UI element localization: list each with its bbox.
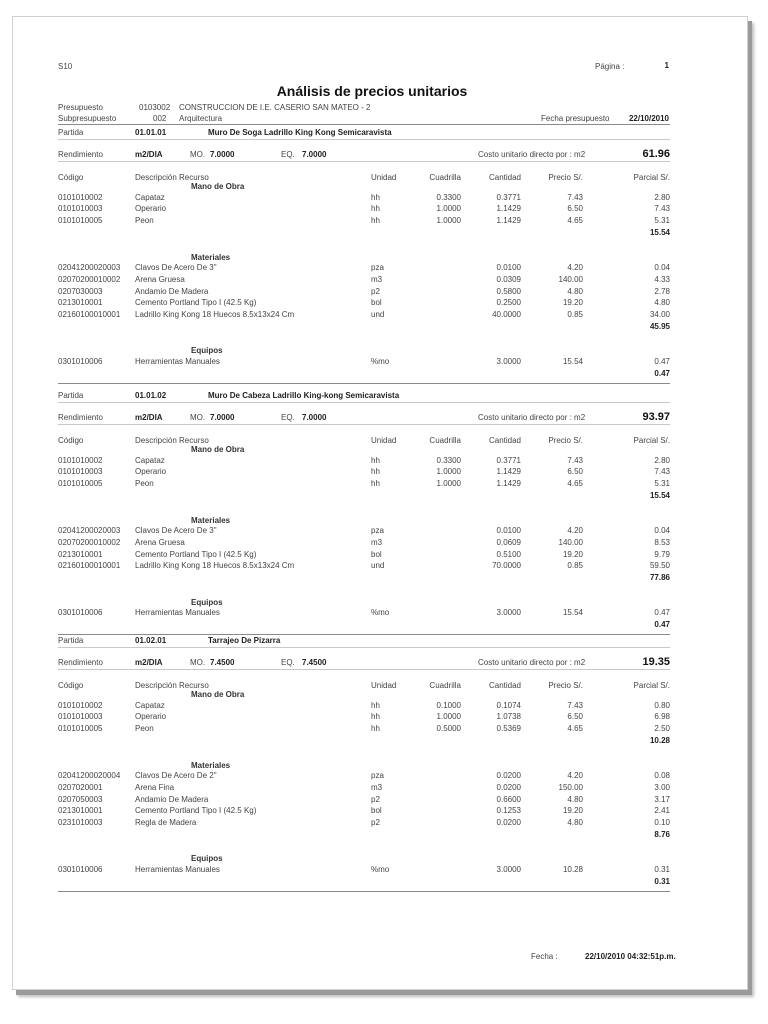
row-descripcion: Operario — [135, 712, 167, 722]
mo-value: 7.4500 — [210, 658, 235, 667]
row-parcial: 8.53 — [654, 537, 670, 547]
rendimiento-divider — [58, 161, 670, 162]
row-cantidad: 0.0200 — [496, 771, 521, 781]
col-header-precio: Precio S/. — [548, 681, 583, 690]
col-header-descripcion: Descripción Recurso — [135, 173, 209, 182]
group-total-materiales: 77.86 — [649, 573, 670, 582]
mo-value: 7.0000 — [210, 413, 235, 422]
costo-value: 93.97 — [642, 411, 670, 423]
partida-name: Muro De Cabeza Ladrillo King-kong Semicaravista — [208, 391, 400, 400]
row-cantidad: 0.2500 — [496, 298, 521, 308]
row-parcial: 0.47 — [654, 608, 670, 618]
row-unidad: bol — [371, 549, 382, 559]
row-descripcion: Clavos De Acero De 3" — [135, 526, 217, 536]
row-unidad: hh — [371, 216, 380, 226]
row-parcial: 59.50 — [649, 561, 670, 571]
row-descripcion: Cemento Portland Tipo I (42.5 Kg) — [135, 298, 257, 308]
row-cuadrilla: 0.5000 — [436, 724, 461, 734]
row-precio: 6.50 — [567, 204, 583, 214]
row-precio: 4.20 — [567, 263, 583, 273]
col-header-unidad: Unidad — [371, 436, 397, 445]
row-descripcion: Operario — [135, 204, 167, 214]
row-precio: 4.80 — [567, 794, 583, 804]
row-codigo: 0301010006 — [58, 865, 103, 875]
rendimiento-divider — [58, 424, 670, 425]
row-codigo: 02070200010002 — [58, 537, 121, 547]
row-unidad: hh — [371, 455, 380, 465]
col-header-codigo: Código — [58, 436, 84, 445]
row-codigo: 0101010002 — [58, 455, 103, 465]
header-divider — [58, 124, 670, 125]
row-precio: 0.85 — [567, 561, 583, 571]
row-parcial: 0.10 — [654, 818, 670, 827]
group-total-equipos: 0.47 — [654, 620, 670, 630]
row-unidad: p2 — [371, 286, 380, 296]
row-cantidad: 70.0000 — [492, 561, 521, 571]
row-parcial: 2.41 — [654, 806, 670, 816]
report-page — [12, 16, 748, 990]
row-cantidad: 1.1429 — [496, 467, 521, 477]
row-codigo: 0213010001 — [58, 298, 103, 308]
row-unidad: hh — [371, 712, 380, 722]
row-unidad: hh — [371, 724, 380, 734]
row-unidad: hh — [371, 204, 380, 214]
partida-name: Muro De Soga Ladrillo King Kong Semicaravista — [208, 128, 392, 137]
partida-divider — [58, 402, 670, 403]
row-precio: 4.65 — [567, 216, 583, 226]
row-precio: 4.80 — [567, 286, 583, 296]
fecha-presupuesto-label: Fecha presupuesto — [541, 114, 610, 123]
row-parcial: 0.47 — [654, 357, 670, 367]
row-precio: 7.43 — [567, 455, 583, 465]
row-cantidad: 1.1429 — [496, 216, 521, 226]
row-precio: 4.20 — [567, 526, 583, 536]
eq-label: EQ. — [281, 150, 295, 159]
row-cantidad: 1.1429 — [496, 479, 521, 489]
row-unidad: pza — [371, 526, 384, 536]
row-unidad: bol — [371, 298, 382, 308]
group-title-materiales: Materiales — [191, 515, 231, 525]
costo-value: 61.96 — [642, 148, 670, 160]
row-descripcion: Herramientas Manuales — [135, 608, 220, 618]
partida-name: Tarrajeo De Pizarra — [208, 636, 281, 645]
row-parcial: 6.98 — [654, 712, 670, 722]
fecha-presupuesto: 22/10/2010 — [628, 114, 669, 123]
row-cantidad: 0.0309 — [496, 274, 521, 284]
group-title-mano_obra: Mano de Obra — [191, 445, 245, 454]
row-descripcion: Ladrillo King Kong 18 Huecos 8.5x13x24 Cm — [135, 561, 295, 571]
row-parcial: 5.31 — [654, 479, 670, 489]
row-codigo: 0101010002 — [58, 700, 103, 710]
row-cuadrilla: 1.0000 — [436, 467, 461, 477]
partida-end-divider — [58, 383, 670, 384]
row-cuadrilla: 0.1000 — [436, 700, 461, 710]
page-number: 1 — [664, 61, 669, 70]
row-unidad: hh — [371, 467, 380, 477]
row-parcial: 7.43 — [654, 204, 670, 214]
row-parcial: 9.79 — [654, 549, 670, 559]
page-label: Página : — [595, 62, 625, 71]
row-parcial: 2.80 — [654, 192, 670, 202]
row-precio: 7.43 — [567, 192, 583, 202]
group-total-equipos: 0.31 — [654, 876, 670, 886]
row-descripcion: Ladrillo King Kong 18 Huecos 8.5x13x24 Cm — [135, 310, 295, 319]
eq-value: 7.0000 — [302, 413, 327, 422]
row-cantidad: 0.1253 — [496, 806, 521, 816]
row-descripcion: Peon — [135, 216, 154, 226]
group-title-materiales: Materiales — [191, 760, 231, 770]
row-codigo: 0301010006 — [58, 608, 103, 618]
row-cantidad: 0.5100 — [496, 549, 521, 559]
group-title-equipos: Equipos — [191, 597, 223, 607]
rendimiento-label: Rendimiento — [58, 150, 103, 159]
row-precio: 140.00 — [558, 274, 583, 284]
partida-divider — [58, 647, 670, 648]
rendimiento-unit: m2/DIA — [135, 413, 163, 422]
footer-fecha: 22/10/2010 04:32:51p.m. — [585, 952, 676, 961]
row-codigo: 02041200020003 — [58, 526, 121, 536]
row-unidad: %mo — [371, 865, 390, 875]
row-codigo: 0101010002 — [58, 192, 103, 202]
row-cantidad: 0.1074 — [496, 700, 521, 710]
row-cuadrilla: 1.0000 — [436, 712, 461, 722]
row-codigo: 02160100010001 — [58, 310, 121, 319]
row-unidad: hh — [371, 700, 380, 710]
row-precio: 10.28 — [562, 865, 583, 875]
group-title-materiales: Materiales — [191, 252, 231, 262]
presupuesto-code: 0103002 — [139, 103, 171, 112]
row-codigo: 0231010003 — [58, 818, 103, 827]
partida-label: Partida — [58, 128, 84, 137]
rendimiento-label: Rendimiento — [58, 658, 103, 667]
row-unidad: pza — [371, 263, 384, 273]
row-codigo: 0213010001 — [58, 549, 103, 559]
eq-label: EQ. — [281, 413, 295, 422]
rendimiento-divider — [58, 669, 670, 670]
row-descripcion: Clavos De Acero De 3" — [135, 263, 217, 273]
row-unidad: hh — [371, 479, 380, 489]
row-codigo: 0213010001 — [58, 806, 103, 816]
group-title-mano_obra: Mano de Obra — [191, 690, 245, 699]
row-precio: 150.00 — [558, 782, 583, 792]
row-precio: 19.20 — [562, 806, 583, 816]
row-cuadrilla: 1.0000 — [436, 216, 461, 226]
row-precio: 4.20 — [567, 771, 583, 781]
row-precio: 6.50 — [567, 467, 583, 477]
col-header-cantidad: Cantidad — [488, 681, 521, 690]
col-header-cantidad: Cantidad — [488, 436, 521, 445]
costo-value: 19.35 — [642, 656, 670, 668]
report-code: S10 — [58, 62, 73, 71]
costo-label: Costo unitario directo por : m2 — [478, 413, 586, 422]
partida-code: 01.01.02 — [135, 391, 167, 400]
partida-end-divider — [58, 891, 670, 892]
subpresupuesto-name: Arquitectura — [179, 114, 223, 123]
row-unidad: pza — [371, 771, 384, 781]
presupuesto-name: CONSTRUCCION DE I.E. CASERIO SAN MATEO - 2 — [179, 103, 371, 112]
row-cantidad: 0.6600 — [496, 794, 521, 804]
row-cantidad: 1.0738 — [496, 712, 521, 722]
row-cantidad: 0.5369 — [496, 724, 521, 734]
row-precio: 6.50 — [567, 712, 583, 722]
row-descripcion: Arena Gruesa — [135, 537, 185, 547]
row-codigo: 0101010003 — [58, 467, 103, 477]
row-unidad: %mo — [371, 357, 390, 367]
row-unidad: m3 — [371, 537, 383, 547]
group-total-materiales: 8.76 — [654, 829, 670, 839]
row-descripcion: Regla de Madera — [135, 818, 197, 827]
row-parcial: 7.43 — [654, 467, 670, 477]
row-codigo: 02070200010002 — [58, 274, 121, 284]
col-header-codigo: Código — [58, 173, 84, 182]
row-codigo: 0101010005 — [58, 724, 103, 734]
partida-divider — [58, 139, 670, 140]
group-total-materiales: 45.95 — [649, 321, 670, 331]
group-total-equipos: 0.47 — [654, 368, 670, 378]
row-cantidad: 0.0100 — [496, 263, 521, 273]
row-parcial: 0.04 — [654, 526, 670, 536]
eq-value: 7.0000 — [302, 150, 327, 159]
subpresupuesto-code: 002 — [153, 114, 167, 123]
row-codigo: 0301010006 — [58, 357, 103, 367]
col-header-parcial: Parcial S/. — [633, 681, 670, 690]
partida-code: 01.02.01 — [135, 636, 167, 645]
costo-label: Costo unitario directo por : m2 — [478, 150, 586, 159]
row-cantidad: 0.0200 — [496, 818, 521, 827]
row-descripcion: Capataz — [135, 700, 165, 710]
rendimiento-label: Rendimiento — [58, 413, 103, 422]
page-title: Análisis de precios unitarios — [276, 83, 468, 99]
row-precio: 15.54 — [562, 357, 583, 367]
row-descripcion: Peon — [135, 724, 154, 734]
row-codigo: 0207030003 — [58, 286, 103, 296]
row-unidad: und — [371, 561, 385, 571]
row-parcial: 2.80 — [654, 455, 670, 465]
row-precio: 140.00 — [558, 537, 583, 547]
row-unidad: p2 — [371, 818, 380, 827]
row-descripcion: Capataz — [135, 455, 165, 465]
row-cantidad: 3.0000 — [496, 608, 521, 618]
rendimiento-unit: m2/DIA — [135, 150, 163, 159]
col-header-precio: Precio S/. — [548, 173, 583, 182]
row-parcial: 0.31 — [654, 865, 670, 875]
col-header-descripcion: Descripción Recurso — [135, 436, 209, 445]
row-descripcion: Arena Gruesa — [135, 274, 185, 284]
row-parcial: 4.33 — [654, 274, 670, 284]
row-descripcion: Andamio De Madera — [135, 286, 209, 296]
row-unidad: und — [371, 310, 385, 319]
row-parcial: 0.80 — [654, 700, 670, 710]
row-precio: 4.65 — [567, 724, 583, 734]
partida-label: Partida — [58, 636, 84, 645]
row-codigo: 02041200020004 — [58, 771, 121, 781]
row-precio: 7.43 — [567, 700, 583, 710]
row-cuadrilla: 1.0000 — [436, 479, 461, 489]
col-header-descripcion: Descripción Recurso — [135, 681, 209, 690]
row-cantidad: 0.0100 — [496, 526, 521, 536]
row-cantidad: 0.3771 — [496, 192, 521, 202]
row-parcial: 5.31 — [654, 216, 670, 226]
partida-end-divider — [58, 634, 670, 635]
row-descripcion: Andamio De Madera — [135, 794, 209, 804]
row-cuadrilla: 0.3300 — [436, 455, 461, 465]
col-header-cantidad: Cantidad — [488, 173, 521, 182]
row-cantidad: 0.0609 — [496, 537, 521, 547]
row-codigo: 0101010005 — [58, 479, 103, 489]
row-unidad: m3 — [371, 274, 383, 284]
mo-label: MO. — [190, 413, 206, 422]
row-codigo: 0101010005 — [58, 216, 103, 226]
subpresupuesto-label: Subpresupuesto — [58, 114, 117, 123]
row-unidad: p2 — [371, 794, 380, 804]
row-descripcion: Clavos De Acero De 2" — [135, 771, 217, 781]
group-total-mano_obra: 10.28 — [649, 735, 670, 745]
row-descripcion: Arena Fina — [135, 782, 175, 792]
col-header-cuadrilla: Cuadrilla — [429, 681, 461, 690]
row-cantidad: 0.3771 — [496, 455, 521, 465]
group-title-equipos: Equipos — [191, 854, 223, 864]
row-cantidad: 3.0000 — [496, 865, 521, 875]
row-unidad: %mo — [371, 608, 390, 618]
group-title-equipos: Equipos — [191, 346, 223, 356]
row-precio: 15.54 — [562, 608, 583, 618]
group-total-mano_obra: 15.54 — [649, 490, 670, 500]
row-codigo: 02160100010001 — [58, 561, 121, 571]
row-cantidad: 1.1429 — [496, 204, 521, 214]
row-codigo: 02041200020003 — [58, 263, 121, 273]
presupuesto-label: Presupuesto — [58, 103, 103, 112]
row-descripcion: Capataz — [135, 192, 165, 202]
row-precio: 19.20 — [562, 549, 583, 559]
col-header-precio: Precio S/. — [548, 436, 583, 445]
eq-value: 7.4500 — [302, 658, 327, 667]
row-precio: 4.80 — [567, 818, 583, 827]
row-unidad: m3 — [371, 782, 383, 792]
col-header-unidad: Unidad — [371, 681, 397, 690]
eq-label: EQ. — [281, 658, 295, 667]
row-descripcion: Operario — [135, 467, 167, 477]
row-parcial: 0.04 — [654, 263, 670, 273]
row-descripcion: Peon — [135, 479, 154, 489]
col-header-cuadrilla: Cuadrilla — [429, 173, 461, 182]
row-codigo: 0207050003 — [58, 794, 103, 804]
row-descripcion: Cemento Portland Tipo I (42.5 Kg) — [135, 806, 257, 816]
row-codigo: 0207020001 — [58, 782, 103, 792]
row-parcial: 34.00 — [649, 310, 670, 319]
row-unidad: bol — [371, 806, 382, 816]
row-precio: 19.20 — [562, 298, 583, 308]
footer-fecha-label: Fecha : — [531, 952, 558, 961]
partida-code: 01.01.01 — [135, 128, 167, 137]
row-cuadrilla: 1.0000 — [436, 204, 461, 214]
col-header-parcial: Parcial S/. — [633, 173, 670, 182]
row-parcial: 0.08 — [654, 771, 670, 781]
row-parcial: 4.80 — [654, 298, 670, 308]
row-parcial: 2.78 — [654, 286, 670, 296]
group-total-mano_obra: 15.54 — [649, 227, 670, 237]
partida-label: Partida — [58, 391, 84, 400]
col-header-parcial: Parcial S/. — [633, 436, 670, 445]
mo-label: MO. — [190, 150, 206, 159]
row-parcial: 3.17 — [654, 794, 670, 804]
group-title-mano_obra: Mano de Obra — [191, 182, 245, 191]
row-codigo: 0101010003 — [58, 712, 103, 722]
col-header-codigo: Código — [58, 681, 84, 690]
row-descripcion: Herramientas Manuales — [135, 865, 220, 875]
mo-value: 7.0000 — [210, 150, 235, 159]
row-descripcion: Cemento Portland Tipo I (42.5 Kg) — [135, 549, 257, 559]
row-parcial: 2.50 — [654, 724, 670, 734]
col-header-cuadrilla: Cuadrilla — [429, 436, 461, 445]
row-cuadrilla: 0.3300 — [436, 192, 461, 202]
row-descripcion: Herramientas Manuales — [135, 357, 220, 367]
row-cantidad: 3.0000 — [496, 357, 521, 367]
row-precio: 4.65 — [567, 479, 583, 489]
row-precio: 0.85 — [567, 310, 583, 319]
row-cantidad: 0.5800 — [496, 286, 521, 296]
rendimiento-unit: m2/DIA — [135, 658, 163, 667]
row-cantidad: 40.0000 — [492, 310, 521, 319]
col-header-unidad: Unidad — [371, 173, 397, 182]
row-parcial: 3.00 — [654, 782, 670, 792]
costo-label: Costo unitario directo por : m2 — [478, 658, 586, 667]
row-cantidad: 0.0200 — [496, 782, 521, 792]
mo-label: MO. — [190, 658, 206, 667]
row-unidad: hh — [371, 192, 380, 202]
row-codigo: 0101010003 — [58, 204, 103, 214]
